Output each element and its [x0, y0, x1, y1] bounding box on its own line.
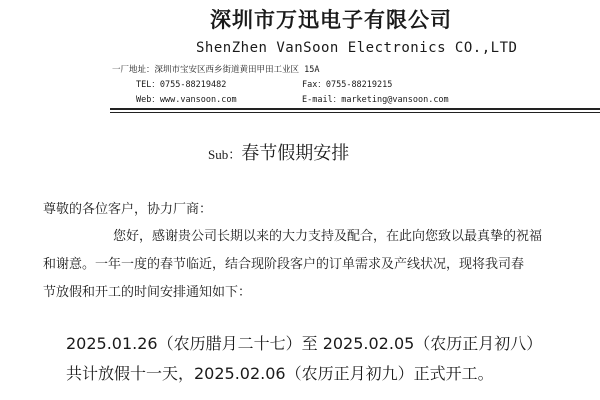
company-web: Web：www.vansoon.com: [136, 95, 237, 105]
company-tel: TEL：0755-88219482: [136, 80, 227, 90]
company-email: E-mail：marketing@vansoon.com: [302, 95, 449, 105]
schedule-line-1: 2025.01.26（农历腊月二十七）至 2025.02.05（农历正月初八）: [66, 334, 543, 353]
letterhead-divider-thick: [110, 108, 600, 110]
company-address: 一厂地址：深圳市宝安区西乡街道黄田甲田工业区 15A: [112, 65, 320, 75]
body-line-3: 节放假和开工的时间安排通知如下：: [43, 285, 252, 300]
company-fax: Fax：0755-88219215: [302, 80, 393, 90]
body-line-2: 和谢意。一年一度的春节临近，结合现阶段客户的订单需求及产线状况，现将我司春: [43, 257, 525, 272]
subject-title: 春节假期安排: [241, 143, 350, 164]
greeting: 尊敬的各位客户，协力厂商：: [43, 202, 213, 217]
company-name-cn: 深圳市万迅电子有限公司: [210, 7, 452, 32]
subject-line: [208, 139, 349, 165]
body-line-1: 您好，感谢贵公司长期以来的大力支持及配合，在此向您致以最真挚的祝福: [113, 229, 543, 244]
company-name-en: ShenZhen VanSoon Electronics CO.,LTD: [196, 40, 518, 56]
subject-prefix: Sub：: [208, 147, 242, 162]
letterhead-divider-thin: [110, 112, 600, 113]
schedule-line-2: 共计放假十一天，2025.02.06（农历正月初九）正式开工。: [66, 364, 494, 383]
